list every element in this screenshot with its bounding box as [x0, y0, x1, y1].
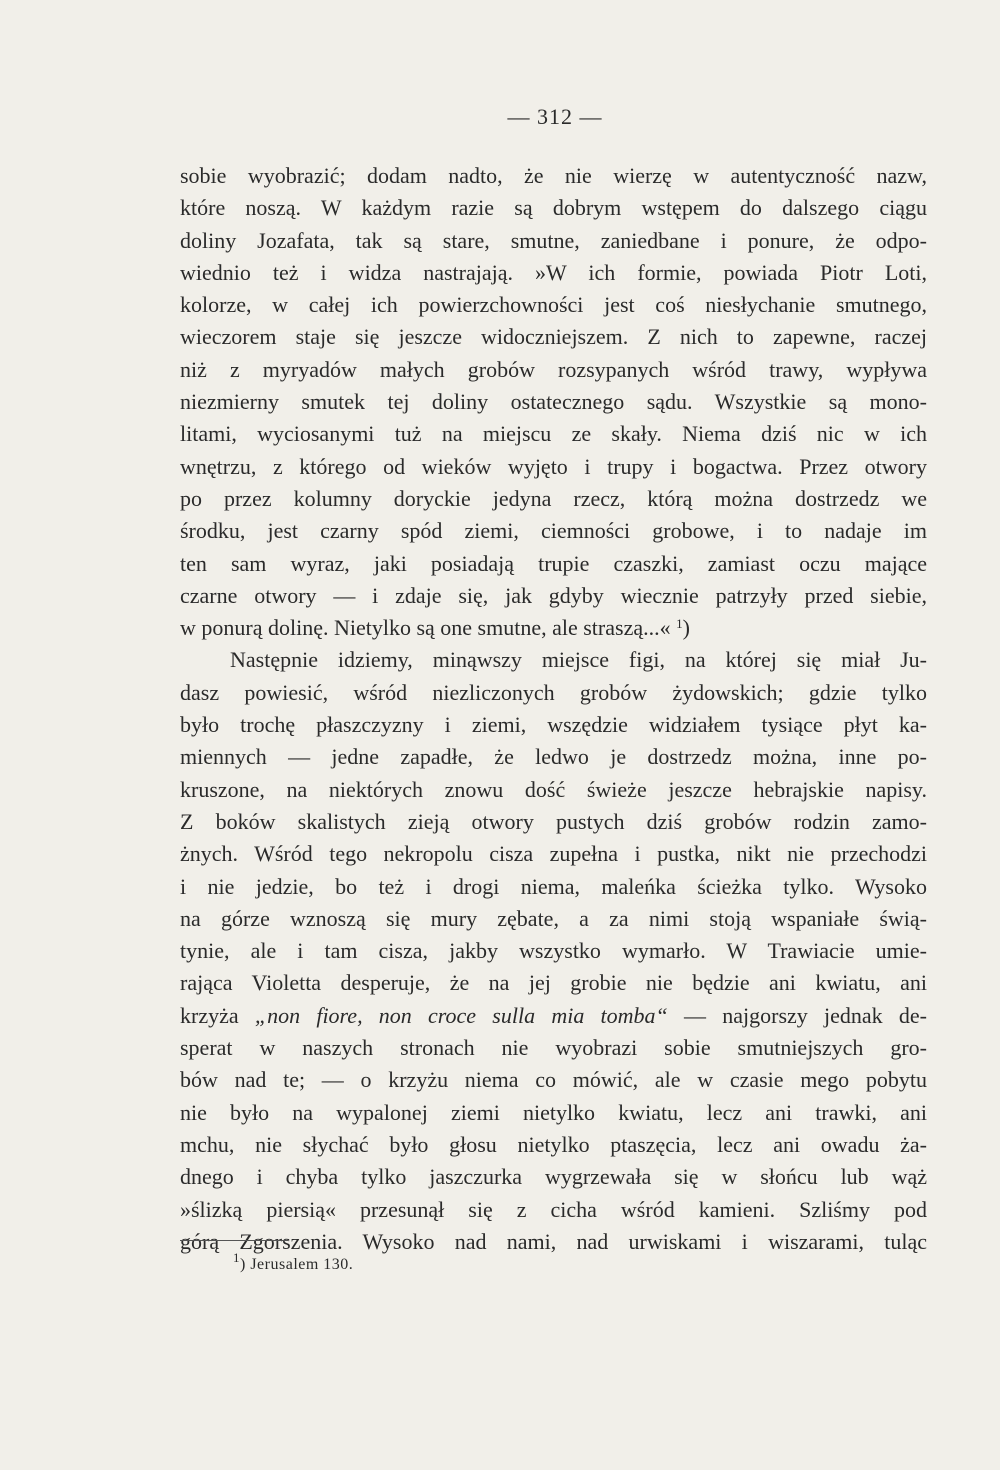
- text-line: wieczorem staje się jeszcze widoczniejszem. Z nich to zapewne, raczej: [180, 324, 927, 350]
- italic-quote: „non fiore, non croce sulla mia tomba“: [254, 1002, 668, 1028]
- text-line: żnych. Wśród tego nekropolu cisza zupełna i pustka, nikt nie przechodzi: [180, 841, 927, 867]
- text-segment: — najgorszy jednak de-: [667, 1002, 927, 1028]
- text-line: litami, wyciosanymi tuż na miejscu ze skały. Niema dziś nic w ich: [180, 421, 927, 447]
- text-line: bów nad te; — o krzyżu niema co mówić, ale w czasie mego pobytu: [180, 1067, 927, 1093]
- text-line: miennych — jedne zapadłe, że ledwo je dostrzedz można, inne po-: [180, 744, 927, 770]
- text-line: »ślizką piersią« przesunął się z cicha wśród kamieni. Szliśmy pod: [180, 1196, 927, 1222]
- text-line-paragraph-end: [180, 612, 927, 644]
- text-line: które noszą. W każdym razie są dobrym wstępem do dalszego ciągu: [180, 195, 927, 221]
- footnote-marker: 1: [233, 1250, 240, 1265]
- text-line: niezmierny smutek tej doliny ostatecznego sądu. Wszystkie są mono-: [180, 389, 927, 415]
- text-line: ten sam wyraz, jaki posiadają trupie czaszki, zamiast oczu mające: [180, 550, 927, 576]
- text-line: na górze wznoszą się mury zębate, a za nimi stoją wspaniałe świą-: [180, 905, 927, 931]
- text-line: i nie jedzie, bo też i drogi niema, maleńka ścieżka tylko. Wysoko: [180, 873, 927, 899]
- text-line: [180, 1000, 927, 1032]
- text-line: środku, jest czarny spód ziemi, ciemności grobowe, i to nadaje im: [180, 518, 927, 544]
- text-line: górą Zgorszenia. Wysoko nad nami, nad urwiskami i wiszarami, tuląc: [180, 1228, 927, 1254]
- text-line: mchu, nie słychać było głosu nietylko ptaszęcia, lecz ani owadu ża-: [180, 1131, 927, 1157]
- text-line: wnętrzu, z którego od wieków wyjęto i trupy i bogactwa. Przez otwory: [180, 453, 927, 479]
- footnote-reference[interactable]: 1: [676, 616, 683, 632]
- text-line: sperat w naszych stronach nie wyobrazi sobie smutniejszych gro-: [180, 1035, 927, 1061]
- text-line: po przez kolumny doryckie jedyna rzecz, którą można dostrzedz we: [180, 485, 927, 511]
- text-line: było trochę płaszczyzny i ziemi, wszędzie widziałem tysiące płyt ka-: [180, 712, 927, 738]
- text-line: tynie, ale i tam cisza, jakby wszystko wymarło. W Trawiacie umie-: [180, 938, 927, 964]
- text-segment: krzyża: [180, 1002, 255, 1028]
- text-segment: w ponurą dolinę. Nietylko są one smutne, ale straszą...«: [180, 615, 671, 641]
- text-line: dasz powiesić, wśród niezliczonych grobów żydowskich; gdzie tylko: [180, 679, 927, 705]
- footnote-text: ) Jerusalem 130.: [240, 1256, 354, 1273]
- text-line: nie było na wypalonej ziemi nietylko kwiatu, lecz ani trawki, ani: [180, 1099, 927, 1125]
- footnote-divider: [180, 1240, 288, 1241]
- text-line: niż z myryadów małych grobów rozsypanych wśród trawy, wypływa: [180, 356, 927, 382]
- body-text: [180, 160, 927, 1258]
- text-line: kolorze, w całej ich powierzchowności jest coś niesłychanie smutnego,: [180, 292, 927, 318]
- text-line: czarne otwory — i zdaje się, jak gdyby wiecznie patrzyły przed siebie,: [180, 582, 927, 608]
- text-line: sobie wyobrazić; dodam nadto, że nie wierzę w autentyczność nazw,: [180, 163, 927, 188]
- text-line: wiednio też i widza nastrajają. »W ich formie, powiada Piotr Loti,: [180, 259, 927, 285]
- paragraph-first-line: Następnie idziemy, minąwszy miejsce figi, na której się miał Ju-: [230, 647, 927, 673]
- text-line: rająca Violetta desperuje, że na jej grobie nie będzie ani kwiatu, ani: [180, 970, 927, 996]
- text-segment: ): [682, 615, 690, 641]
- text-line: doliny Jozafata, tak są stare, smutne, zaniedbane i ponure, że odpo-: [180, 227, 927, 253]
- footnote: [233, 1250, 354, 1274]
- text-line: Z boków skalistych zieją otwory pustych dziś grobów rodzin zamo-: [180, 808, 927, 834]
- page-number: — 312 —: [507, 104, 603, 129]
- text-line: dnego i chyba tylko jaszczurka wygrzewała się w słońcu lub wąż: [180, 1164, 927, 1190]
- text-line: kruszone, na niektórych znowu dość świeże jeszcze hebrajskie napisy.: [180, 776, 927, 802]
